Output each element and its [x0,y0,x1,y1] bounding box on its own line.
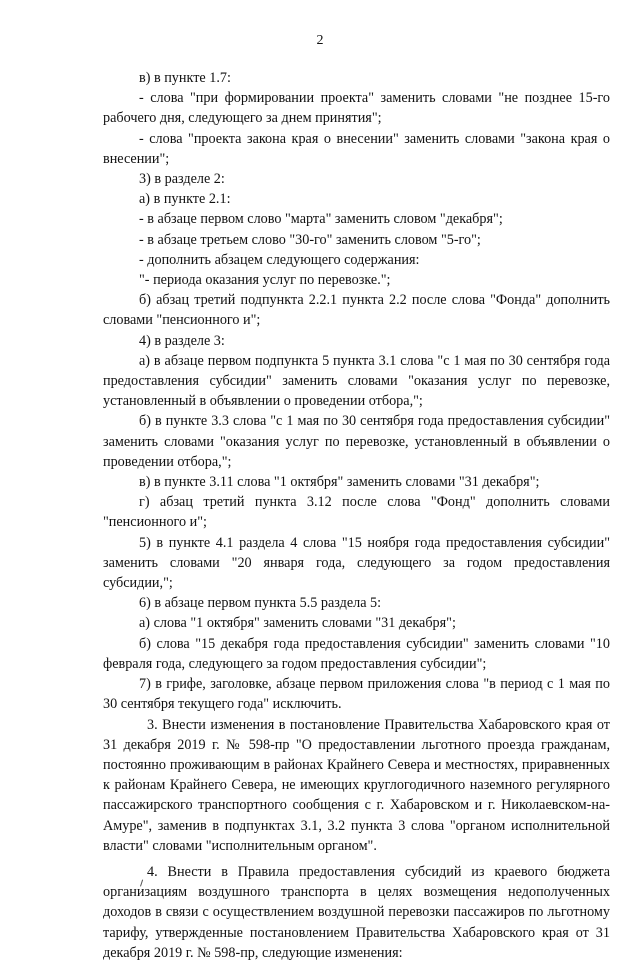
paragraph: б) в пункте 3.3 слова "с 1 мая по 30 сентября года предоставления субсидии" заменить словами "оказания услуг по перевозке, установленный в объявлении о проведении отбора,"; [103,413,610,470]
paragraph: 3) в разделе 2: [139,171,225,188]
paragraph: б) слова "15 декабря года предоставления субсидии" заменить словами "10 февраля года, следующего за годом предоставления субсидии"; [103,635,610,672]
paragraph: в) в пункте 1.7: [139,70,231,86]
paragraph: 3. Внести изменения в постановление Правительства Хабаровского края от 31 декабря 2019 г. № 598-пр "О предоставлении льготного проезда гражданам, постоянно проживающим в районах Крайнего Севера и местностях, приравненных к районам Крайнего Севера, не имеющих круглогодичного наземного регулярного пассажирского транспортного сообщения с г. Хабаровском и г. Николаевском-на-Амуре", заменив в подпунктах 3.1, 3.2 пункта 3 слова "органом исполнительной власти" словами "исполнительным органом". [103,716,610,854]
paragraph: - дополнить абзацем следующего содержания: [139,251,420,268]
paragraph: - слова "при формировании проекта" заменить словами "не позднее 15-го рабочего дня, следующего за днем принятия"; [103,90,610,127]
paragraph: г) абзац третий пункта 3.12 после слова "Фонд" дополнить словами "пенсионного и"; [103,494,610,531]
paragraph: - в абзаце первом слово "марта" заменить словом "декабря"; [139,211,503,228]
paragraph: 6) в абзаце первом пункта 5.5 раздела 5: [139,595,382,612]
paragraph: 7) в грифе, заголовке, абзаце первом приложения слова "в период с 1 мая по 30 сентября текущего года" исключить. [103,676,610,713]
paragraph: а) слова "1 октября" заменить словами "31 декабря"; [139,615,456,632]
paragraph: б) абзац третий подпункта 2.2.1 пункта 2.2 после слова "Фонда" дополнить словами "пенсионного и"; [103,292,610,329]
paragraph: "- периода оказания услуг по перевозке."; [139,272,391,289]
paragraph: а) в пункте 2.1: [139,191,231,208]
page-number: 2 [316,33,324,48]
paragraph: в) в пункте 3.11 слова "1 октября" заменить словами "31 декабря"; [139,474,540,491]
paragraph: 4. Внести в Правила предоставления субсидий из краевого бюджета организациям воздушного транспорта в целях возмещения недополученных доходов в связи с осуществлением воздушной перевозки пассажиров по льготному тарифу, утвержденные постановлением Правительства Хабаровского края от 31 декабря 2019 г. № 598-пр, следующие изменения: [103,863,610,961]
paragraph: - в абзаце третьем слово "30-го" заменить словом "5-го"; [139,231,481,248]
paragraph: 5) в пункте 4.1 раздела 4 слова "15 ноября года предоставления субсидии" заменить словами "20 января года, следующего за годом предоставления субсидии,"; [103,534,610,592]
document-body [103,68,610,963]
paragraph: а) в абзаце первом подпункта 5 пункта 3.1 слова "с 1 мая по 30 сентября года предоставления субсидии" заменить словами "оказания услуг по перевозке, установленный в объявлении о проведении отбора,"; [103,352,610,410]
paragraph: - слова "проекта закона края о внесении" заменить словами "закона края о внесении"; [103,130,610,167]
paragraph: 4) в разделе 3: [139,332,225,349]
